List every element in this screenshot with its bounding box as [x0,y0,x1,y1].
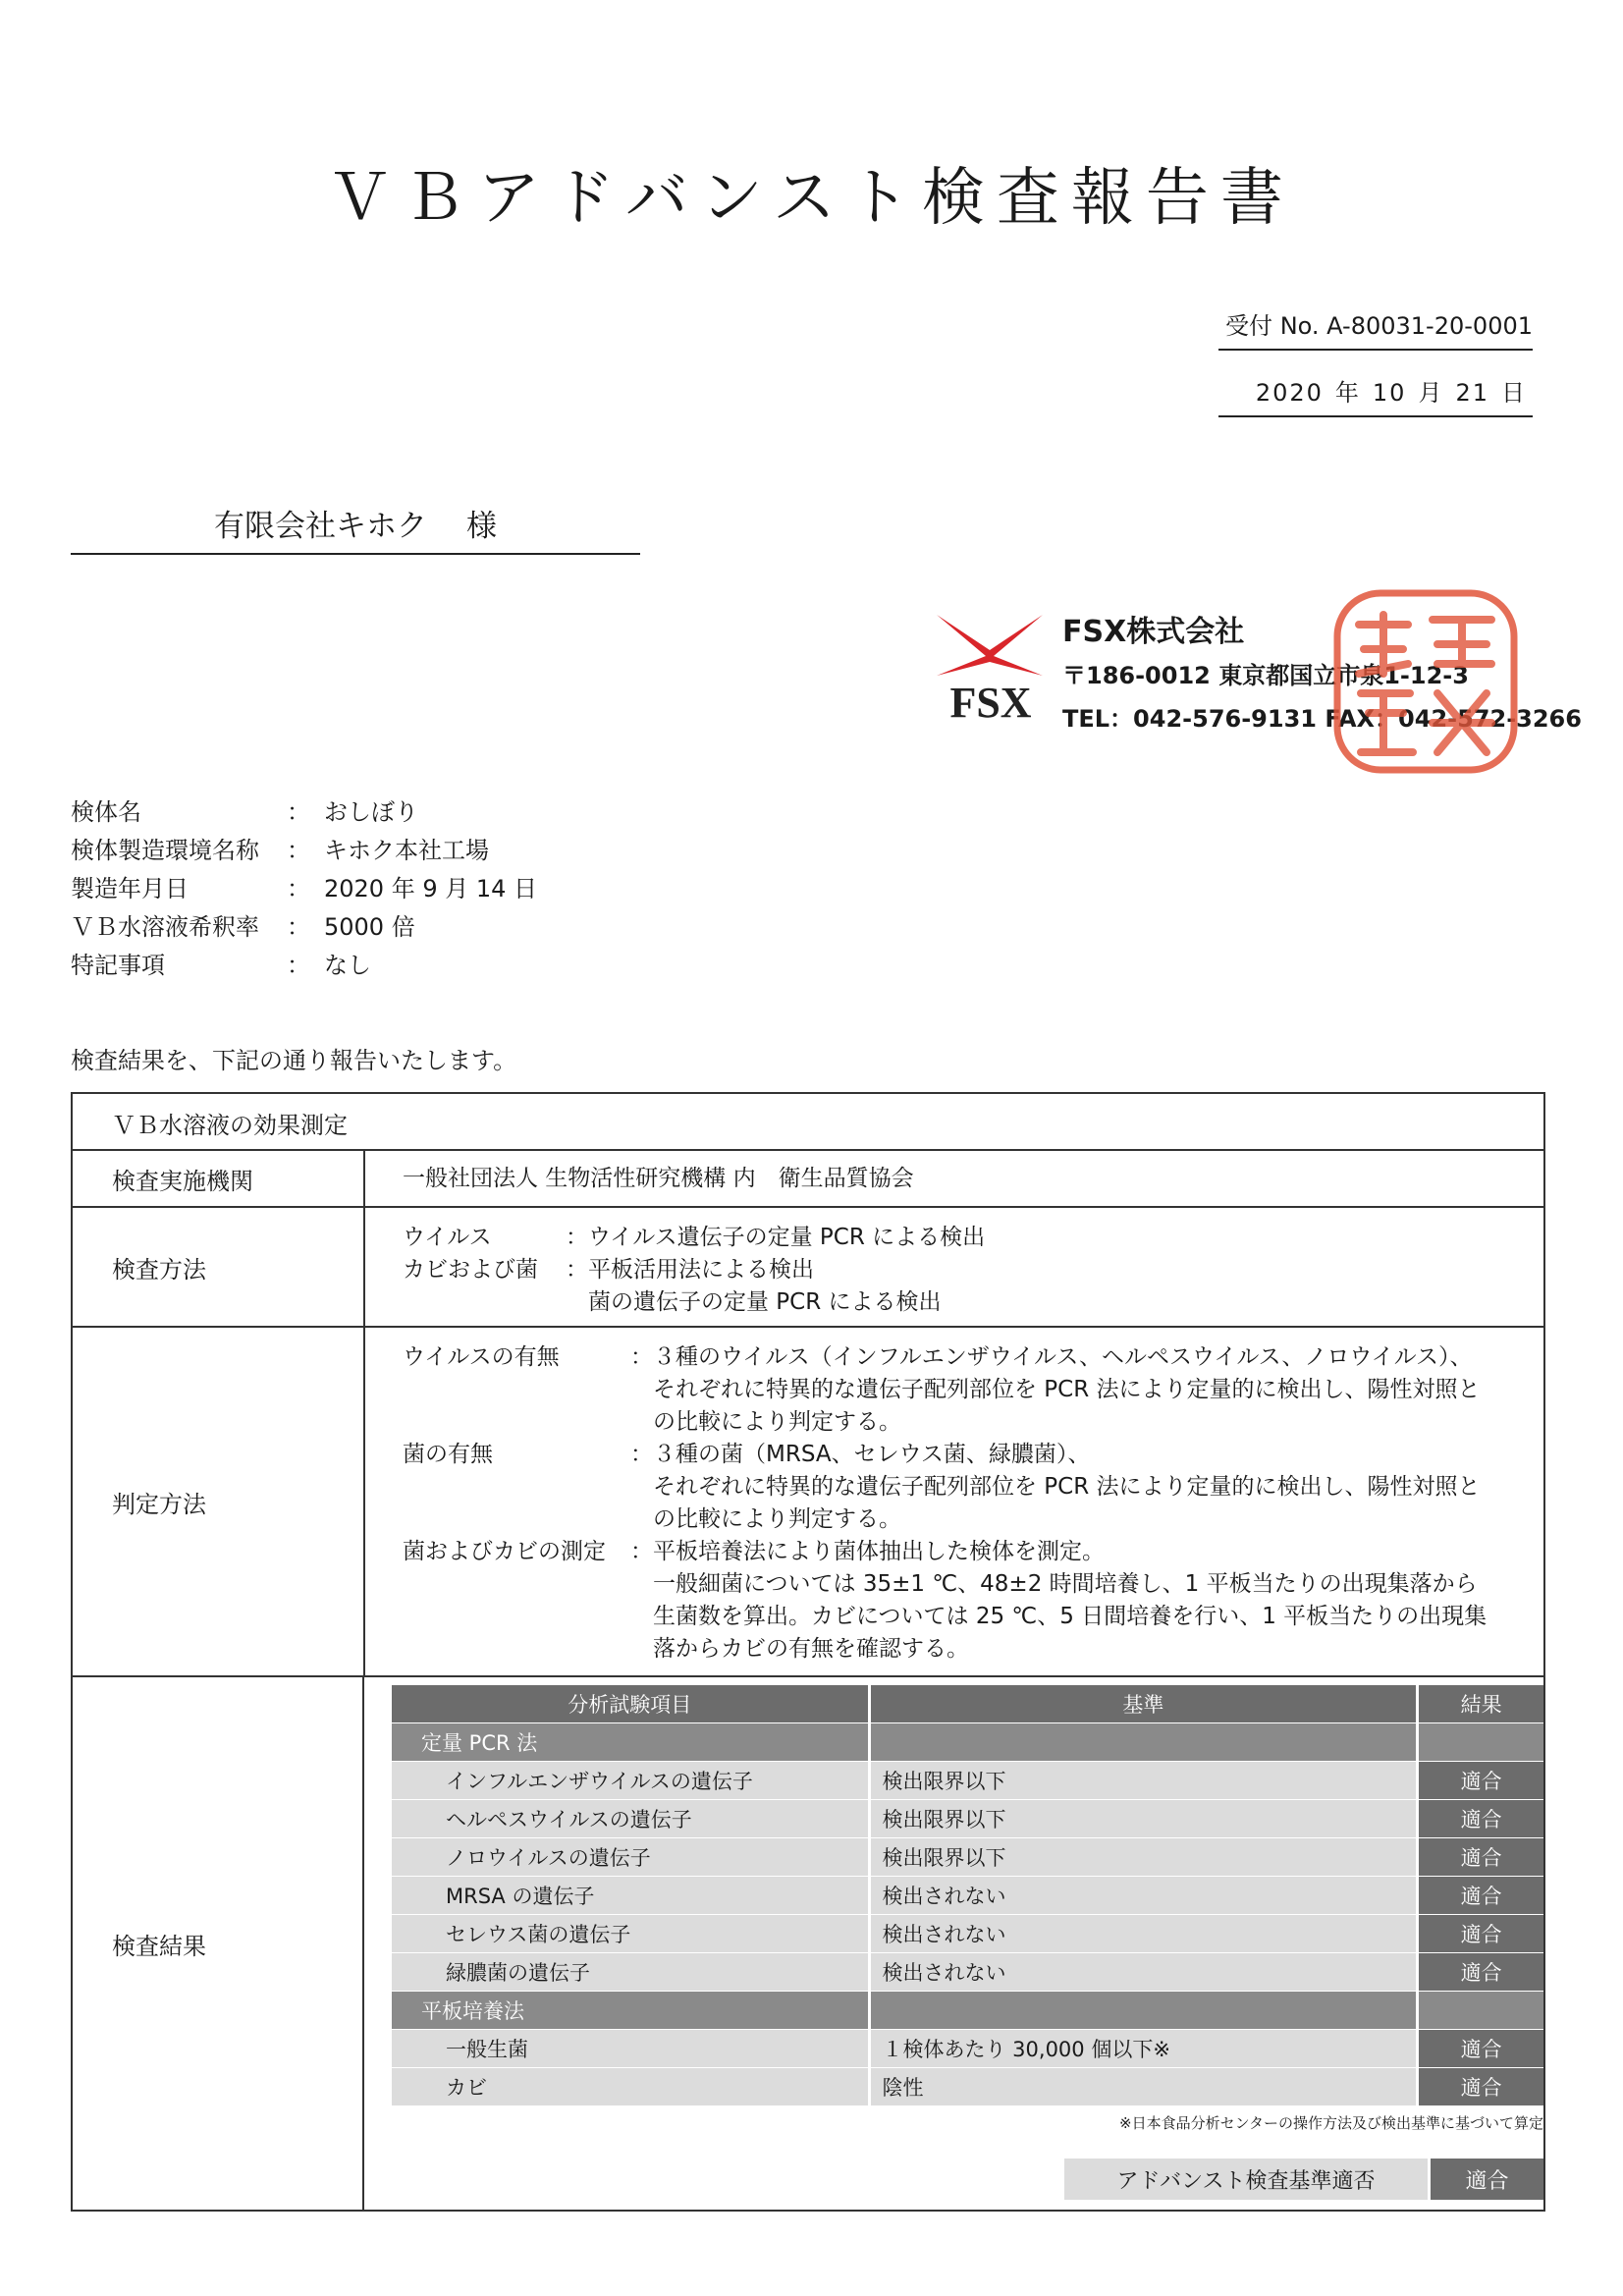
institution-row [73,1151,1543,1208]
row-item: 緑膿菌の遺伝子 [392,1953,869,1992]
row-standard: 検出限界以下 [869,1800,1418,1838]
judgement-item-text [630,1439,1543,1536]
row-result: 適合 [1418,1877,1543,1915]
header-item: 分析試験項目 [392,1685,869,1723]
client-honorific: 様 [466,509,497,544]
row-item: インフルエンザウイルスの遺伝子 [392,1762,869,1800]
logo-text: FSX [949,679,1032,725]
row-standard: 陰性 [869,2068,1418,2106]
judgement-item-label: 菌およびカビの測定 [403,1539,606,1564]
date-day: 21 [1455,379,1489,407]
judgement-line: 一般細菌については 35±1 ℃、48±2 時間培養し、1 平板当たりの出現集落から [630,1571,1478,1597]
judgement-row [73,1328,1543,1677]
row-standard: 検出されない [869,1877,1418,1915]
judgement-item [403,1536,1543,1666]
sample-info-row [71,791,537,829]
table-heading: ＶＢ水溶液の効果測定 [112,1112,348,1139]
method-line-label: ウイルス [403,1225,492,1250]
method-line-text: ：ウイルス遺伝子の定量 PCR による検出 [566,1225,986,1250]
row-standard: 検出限界以下 [869,1838,1418,1877]
judgement-line: ：３種の菌（MRSA、セレウス菌、緑膿菌）、 [630,1442,1091,1467]
table-row [392,2030,1543,2068]
table-row [392,1915,1543,1953]
row-item: セレウス菌の遺伝子 [392,1915,869,1953]
judgement-line: の比較により判定する。 [630,1409,901,1435]
table-heading-row [73,1094,1543,1151]
info-sep: ： [287,913,310,941]
final-verdict-label: アドバンスト検査基準適否 [1064,2159,1428,2200]
company-address: 〒186-0012 東京都国立市泉1-12-3 [1062,662,1469,689]
judgement-body [365,1328,1543,1675]
seal-icon [1329,585,1522,778]
judgement-item-text [630,1536,1543,1666]
info-value: キホク本社工場 [324,837,489,864]
method-line-label: カビおよび菌 [403,1257,538,1283]
info-sep: ： [287,837,310,864]
row-standard: 検出限界以下 [869,1762,1418,1800]
row-item: 一般生菌 [392,2030,869,2068]
row-result: 適合 [1418,2068,1543,2106]
judgement-item [403,1439,1543,1536]
table-row [392,2068,1543,2106]
final-verdict [392,2159,1543,2200]
client-company: 有限会社キホク [214,509,427,544]
row-item: ヘルペスウイルスの遺伝子 [392,1800,869,1838]
report-table [71,1092,1545,2212]
sample-info-row [71,867,537,905]
table-row [392,1953,1543,1992]
company-seal [1329,585,1522,778]
judgement-line: 生菌数を算出。カビについては 25 ℃、5 日間培養を行い、1 平板当たりの出現集 [630,1604,1488,1629]
info-sep: ： [287,798,310,826]
judgement-item-text [630,1341,1543,1439]
section-name: 平板培養法 [392,1992,869,2030]
info-value: 2020 年 9 月 14 日 [324,875,538,902]
info-sep: ： [287,952,310,979]
date-month-unit: 月 [1418,379,1444,407]
company-tel-fax: TEL：042-576-9131 FAX：042-572-3266 [1062,705,1582,733]
row-item: ノロウイルスの遺伝子 [392,1838,869,1877]
receipt-number: 受付 No. A-80031-20-0001 [1218,306,1533,351]
info-label: ＶＢ水溶液希釈率 [71,913,259,941]
row-standard: 検出されない [869,1953,1418,1992]
judgement-line: の比較により判定する。 [630,1506,901,1532]
company-name: FSX株式会社 [1062,615,1245,649]
judgement-line: 落からカビの有無を確認する。 [630,1636,969,1662]
institution-label: 検査実施機関 [73,1151,365,1206]
judgement-line: ：平板培養法により菌体抽出した検体を測定。 [630,1539,1105,1564]
institution-value: 一般社団法人 生物活性研究機構 内 衛生品質協会 [403,1165,914,1191]
row-result: 適合 [1418,2030,1543,2068]
info-value: 5000 倍 [324,913,415,941]
sample-info [71,791,537,982]
row-result: 適合 [1418,1800,1543,1838]
lead-text: 検査結果を、下記の通り報告いたします。 [71,1047,517,1074]
row-standard: 検出されない [869,1915,1418,1953]
info-label: 検体製造環境名称 [71,837,259,864]
method-line-text: 菌の遺伝子の定量 PCR による検出 [566,1289,942,1315]
method-line-label [403,1286,566,1319]
method-label: 検査方法 [73,1208,365,1326]
results-row [73,1677,1543,2210]
table-row [392,1838,1543,1877]
method-line-text: ：平板活用法による検出 [566,1257,814,1283]
row-standard: １検体あたり 30,000 個以下※ [869,2030,1418,2068]
date-year: 2020 [1255,379,1324,407]
date-month: 10 [1372,379,1407,407]
judgement-line: ：３種のウイルス（インフルエンザウイルス、ヘルペスウイルス、ノロウイルス）、 [630,1344,1473,1370]
report-date [1218,373,1533,417]
sample-info-row [71,905,537,944]
method-line [403,1222,1543,1254]
judgement-line: それぞれに特異的な遺伝子配列部位を PCR 法により定量的に検出し、陽性対照と [630,1474,1481,1500]
judgement-item-label: 菌の有無 [403,1442,493,1467]
header-standard: 基準 [869,1685,1418,1723]
method-line [403,1254,1543,1286]
header-result: 結果 [1418,1685,1543,1723]
table-row [392,1762,1543,1800]
row-item: MRSA の遺伝子 [392,1877,869,1915]
info-value: なし [324,952,371,979]
section-name: 定量 PCR 法 [392,1723,869,1762]
info-label: 検体名 [71,798,141,826]
row-result: 適合 [1418,1953,1543,1992]
info-value: おしぼり [324,798,418,826]
judgement-label: 判定方法 [73,1328,365,1675]
info-sep: ： [287,875,310,902]
results-section-row [392,1723,1543,1762]
row-result: 適合 [1418,1762,1543,1800]
info-label: 製造年月日 [71,875,189,902]
method-body [365,1208,1543,1326]
client-name [71,501,640,555]
sample-info-row [71,829,537,867]
judgement-line: それぞれに特異的な遺伝子配列部位を PCR 法により定量的に検出し、陽性対照と [630,1377,1481,1402]
date-year-unit: 年 [1334,379,1361,407]
row-result: 適合 [1418,1838,1543,1877]
table-row [392,1800,1543,1838]
method-row [73,1208,1543,1328]
results-header-row [392,1685,1543,1723]
fsx-logo [933,607,1049,725]
info-label: 特記事項 [71,952,165,979]
results-label: 検査結果 [73,1677,364,2210]
results-table [392,1685,1543,2106]
sample-info-row [71,944,537,982]
results-note: ※日本食品分析センターの操作方法及び検出基準に基づいて算定 [1119,2114,1543,2132]
results-body [364,1677,1543,2210]
row-result: 適合 [1418,1915,1543,1953]
fsx-logo-icon [933,607,1049,725]
method-line [403,1286,1543,1319]
results-section-row [392,1992,1543,2030]
row-item: カビ [392,2068,869,2106]
judgement-item-label: ウイルスの有無 [403,1344,560,1370]
final-verdict-result: 適合 [1431,2159,1543,2200]
table-row [392,1877,1543,1915]
date-day-unit: 日 [1501,379,1527,407]
page-title: ＶＢアドバンスト検査報告書 [328,162,1295,235]
judgement-item [403,1341,1543,1439]
